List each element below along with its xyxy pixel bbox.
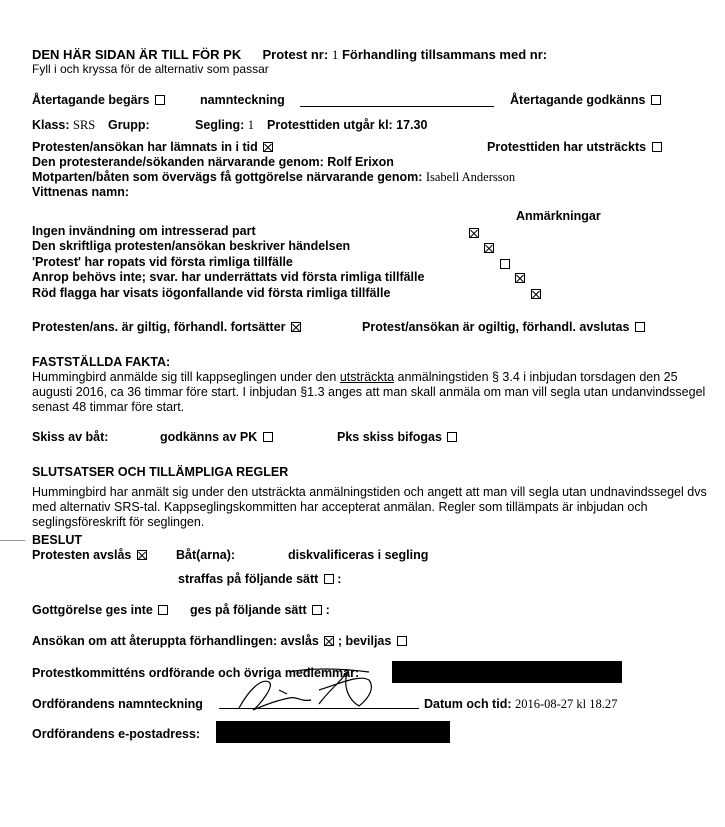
redress-how-field [190, 603, 330, 618]
scan-mark [0, 540, 25, 541]
withdrawal-requested [32, 93, 165, 108]
sketch-attached-label: Pks skiss bifogas [337, 430, 442, 444]
signature-scribble-icon [219, 660, 429, 720]
reopen-field [32, 634, 407, 649]
protestor-field [32, 155, 394, 170]
date-field [424, 697, 617, 712]
reopen-granted-label: ; beviljas [337, 634, 392, 648]
protest-nr-value[interactable]: 1 [331, 47, 339, 62]
withdrawal-requested-label: Återtagande begärs [32, 93, 150, 107]
penalized-checkbox[interactable] [324, 574, 334, 584]
redress-how-checkbox[interactable] [312, 605, 322, 615]
check-checkbox-0[interactable] [469, 228, 479, 238]
redress-not-label: Gottgörelse ges inte [32, 603, 153, 617]
withdrawal-signature-line[interactable] [300, 106, 494, 107]
protestor-value[interactable]: Rolf Erixon [327, 155, 394, 169]
penalized-label: straffas på följande sätt [178, 572, 319, 586]
check-item: Anrop behövs inte; svar. har underrättats vid första rimliga tillfälle [32, 270, 425, 284]
respondent-label: Motparten/båten som övervägs få gottgörelse närvarande genom: [32, 170, 423, 184]
race-label: Segling: [195, 118, 245, 132]
respondent-field [32, 170, 515, 185]
facts-heading: FASTSTÄLLDA FAKTA: [32, 355, 171, 369]
rejected-label: Protesten avslås [32, 548, 132, 562]
withdrawal-approved [510, 93, 661, 108]
check-item: Ingen invändning om intresserad part [32, 224, 256, 238]
class-field [32, 118, 95, 133]
redress-not-field [32, 603, 168, 618]
form-title [32, 47, 547, 62]
conclusions-heading: SLUTSATSER OCH TILLÄMPLIGA REGLER [32, 465, 289, 479]
instruction-text: Fyll i och kryssa för de alternativ som passar [32, 62, 269, 76]
check-checkbox-4[interactable] [531, 289, 541, 299]
conclusions-text[interactable]: Hummingbird har anmält sig under den utsträckta anmälningstiden och angett att man vill segla utan undnavindssegel dvs med alternativ SRS-tal. Kappseglingskommitten har accepterat anmälan. Regler som tillämpats är inbjudan och seglingsföreskrift för seglingen. [32, 485, 707, 529]
respondent-value[interactable]: Isabell Andersson [425, 170, 516, 184]
email-label: Ordförandens e-postadress: [32, 727, 201, 741]
decision-heading: BESLUT [32, 533, 82, 547]
email-redaction [216, 721, 450, 743]
witnesses-label: Vittnenas namn: [32, 185, 130, 199]
invalid-label: Protest/ansökan är ogiltig, förhandl. avslutas [362, 320, 630, 334]
penalized-colon: : [337, 572, 342, 586]
date-value[interactable]: 2016-08-27 kl 18.27 [514, 697, 618, 711]
sketch-approved-checkbox[interactable] [263, 432, 273, 442]
deadline-label: Protesttiden utgår kl: 17.30 [267, 118, 428, 132]
withdrawal-signature-label: namnteckning [200, 93, 285, 107]
extended-field [487, 140, 662, 155]
invalid-field [362, 320, 645, 335]
check-item: Den skriftliga protesten/ansökan beskriver händelsen [32, 239, 351, 253]
group-label: Grupp: [108, 118, 150, 132]
check-checkbox-1[interactable] [484, 243, 494, 253]
rejected-checkbox[interactable] [137, 550, 147, 560]
date-label: Datum och tid: [424, 697, 512, 711]
withdrawal-approved-checkbox[interactable] [651, 95, 661, 105]
sketch-approved-label: godkänns av PK [160, 430, 258, 444]
check-item: Röd flagga har visats iögonfallande vid första rimliga tillfälle [32, 286, 391, 300]
on-time-field [32, 140, 273, 155]
signature-label: Ordförandens namnteckning [32, 697, 203, 711]
protest-nr-label: Protest nr: [262, 47, 329, 62]
check-checkbox-2[interactable] [500, 259, 510, 269]
check-item: 'Protest' har ropats vid första rimliga tillfälle [32, 255, 293, 269]
on-time-label: Protesten/ansökan har lämnats in i tid [32, 140, 258, 154]
redress-not-checkbox[interactable] [158, 605, 168, 615]
reopen-label: Ansökan om att återuppta förhandlingen: avslås [32, 634, 319, 648]
facts-text[interactable] [32, 370, 712, 415]
reopen-rejected-checkbox[interactable] [324, 636, 334, 646]
remarks-heading: Anmärkningar [516, 209, 601, 223]
facts-text-underlined: utsträckta [339, 370, 395, 384]
rejected-field [32, 548, 147, 563]
penalized-field [178, 572, 341, 587]
on-time-checkbox[interactable] [263, 142, 273, 152]
boats-label: Båt(arna): [176, 548, 236, 562]
reopen-granted-checkbox[interactable] [397, 636, 407, 646]
sketch-attached-checkbox[interactable] [447, 432, 457, 442]
protestor-label: Den protesterande/sökanden närvarande genom: [32, 155, 324, 169]
valid-checkbox[interactable] [291, 322, 301, 332]
disqualified-label: diskvalificeras i segling [288, 548, 429, 562]
race-value[interactable]: 1 [247, 118, 255, 132]
valid-label: Protesten/ans. är giltig, förhandl. fortsätter [32, 320, 286, 334]
valid-field [32, 320, 301, 335]
extended-checkbox[interactable] [652, 142, 662, 152]
class-value[interactable]: SRS [73, 118, 96, 132]
committee-label: Protestkommitténs ordförande och övriga medlemmar: [32, 666, 360, 680]
sketch-approved-field [160, 430, 273, 445]
redress-how-label: ges på följande sätt [190, 603, 307, 617]
check-checkbox-3[interactable] [515, 273, 525, 283]
invalid-checkbox[interactable] [635, 322, 645, 332]
redress-how-colon: : [325, 603, 330, 617]
class-label: Klass: [32, 118, 70, 132]
sketch-label: Skiss av båt: [32, 430, 109, 444]
extended-label: Protesttiden har utsträckts [487, 140, 647, 154]
race-field [195, 118, 254, 133]
withdrawal-approved-label: Återtagande godkänns [510, 93, 646, 107]
joint-hearing-label: Förhandling tillsammans med nr: [341, 47, 548, 62]
sketch-attached-field [337, 430, 457, 445]
withdrawal-requested-checkbox[interactable] [155, 95, 165, 105]
facts-text-part: anmälningstiden § 3.4 i inbjudan torsdagen den 25 augusti 2016, ca 36 timmar före start. I inbjudan §1.3 anges att man skall anmäla om man vill segla utan undanvindssegel senast 48 timmar före start. [32, 370, 706, 414]
page-title: DEN HÄR SIDAN ÄR TILL FÖR PK [32, 47, 242, 62]
facts-text-part: Hummingbird anmälde sig till kappseglingen under den [32, 370, 340, 384]
